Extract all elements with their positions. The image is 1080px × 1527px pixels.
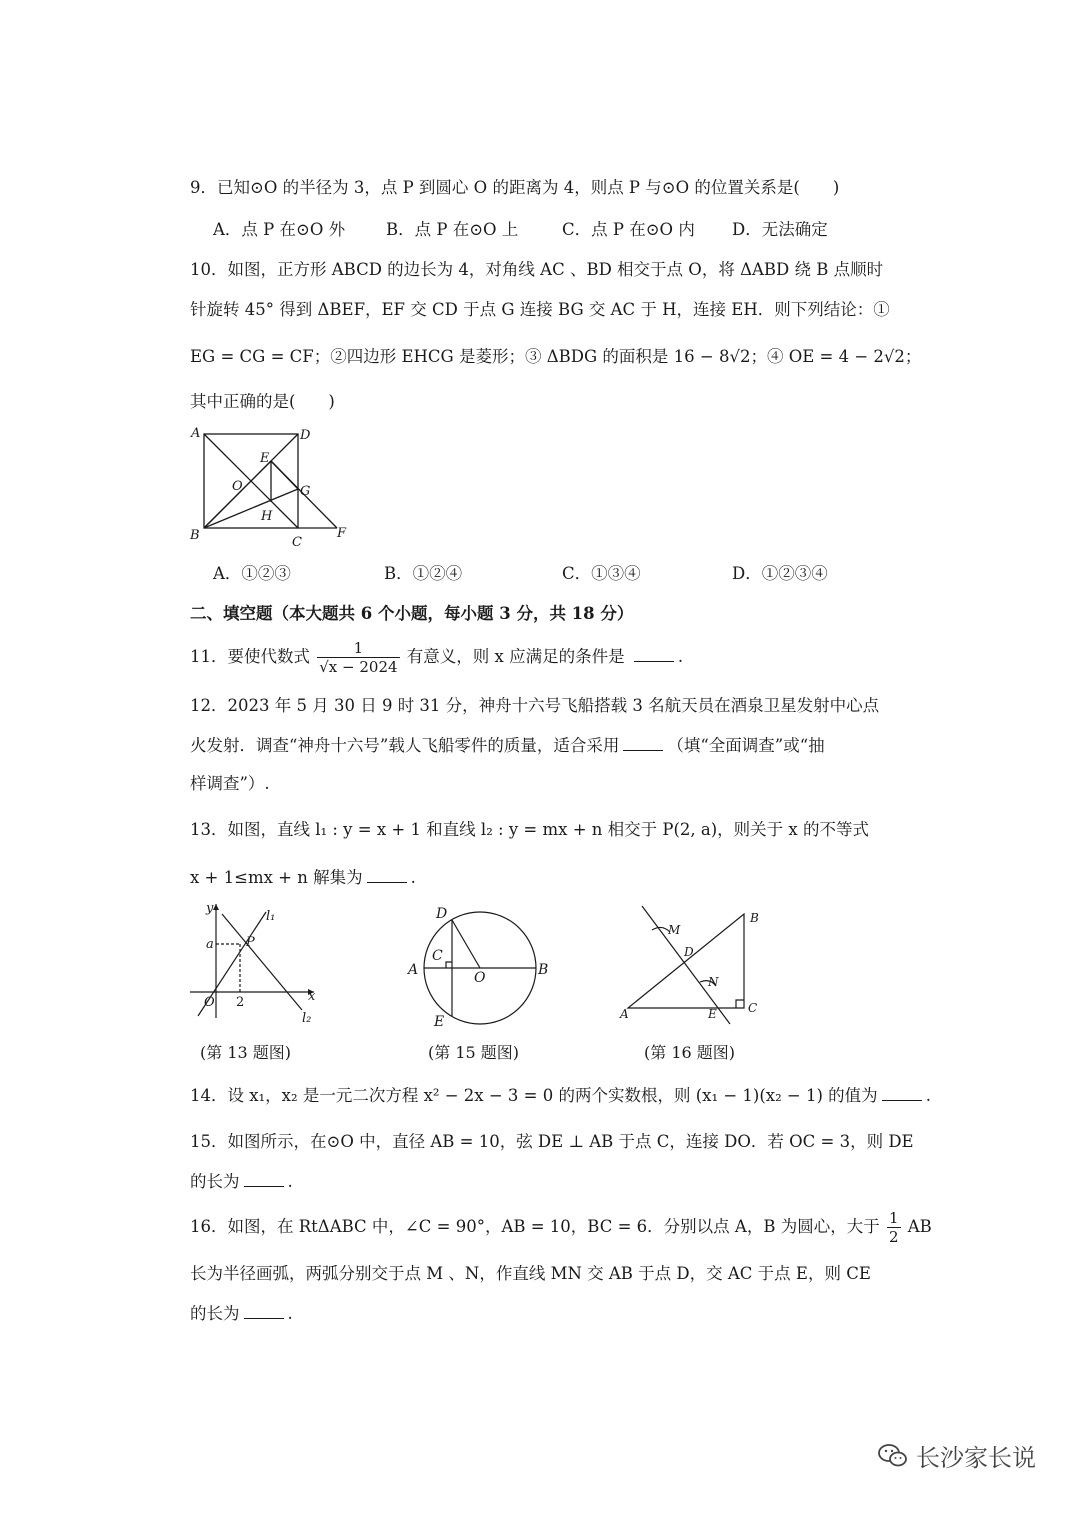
q13-line2b: . [410,868,416,887]
q13-line2a: x + 1≤mx + n 解集为 [190,868,363,887]
q11-end: . [677,647,684,666]
q14-end: . [925,1086,931,1105]
label-a: a [206,937,214,952]
q16-line3b: . [287,1304,293,1323]
fig16-caption: (第 16 题图) [644,1043,736,1062]
label-e: E [434,1014,445,1030]
label-2: 2 [236,995,245,1010]
q9-option-a: A．点 P 在⊙O 外 [213,220,346,239]
q16-line1 [190,1206,932,1248]
label-c: C [292,535,302,550]
label-o: O [474,970,486,986]
q16-frac-num: 1 [888,1209,899,1227]
q10-option-a: A．①②③ [213,564,291,583]
q9-option-c: C．点 P 在⊙O 内 [562,220,695,239]
figure-16 [612,900,772,1030]
label-o: O [232,479,243,494]
label-c: C [748,1001,758,1015]
label-e: E [708,1007,717,1021]
q10-option-b: B．①②④ [384,564,463,583]
label-m: M [668,923,681,937]
q12-line2a: 火发射．调查“神舟十六号”载人飞船零件的质量，适合采用 [190,736,620,755]
watermark [878,1438,1036,1473]
q10-option-d: D．①②③④ [732,564,828,583]
segment-eg [271,461,298,489]
label-d: D [300,428,311,443]
label-x: x [308,989,316,1004]
q11-blank[interactable] [634,645,674,662]
segment-do [452,920,480,968]
q16-line3a: 的长为 [190,1304,240,1323]
label-d: D [436,906,448,922]
line-mn [642,906,730,1024]
q16-fraction [887,1209,901,1246]
watermark-text: 长沙家长说 [916,1444,1036,1472]
label-a: A [191,426,201,441]
y-arrow [213,904,219,910]
right-angle-mark [446,962,452,968]
q10-option-c: C．①③④ [562,564,641,583]
q14-line [190,1084,931,1108]
q11-suffix: 有意义，则 x 应满足的条件是 [406,647,625,666]
q12-blank[interactable] [623,734,663,751]
label-l1: l₁ [266,909,276,924]
triangle-abc [628,914,744,1008]
q9-stem: 9．已知⊙O 的半径为 3，点 P 到圆心 O 的距离为 4，则点 P 与⊙O 的位置关系是( ) [190,178,840,197]
label-l2: l₂ [302,1011,312,1026]
label-g: G [300,484,311,499]
q11-prefix: 11．要使代数式 [190,647,310,666]
segment-bg [204,489,298,528]
q11-frac-num: 1 [317,639,399,658]
right-angle-c [736,1000,744,1008]
section2-title: 二、填空题（本大题共 6 个小题，每小题 3 分，共 18 分） [190,604,634,623]
label-c: C [432,948,443,964]
q14-blank[interactable] [882,1084,922,1101]
q10-line3: EG = CG = CF；②四边形 EHCG 是菱形；③ ΔBDG 的面积是 16 − 8√2；④ OE = 4 − 2√2； [190,347,922,366]
q12-line3: 样调查”）. [190,774,270,793]
q12-line2b: （填“全面调查”或“抽 [667,736,825,755]
q13-line1: 13．如图，直线 l₁ : y = x + 1 和直线 l₂ : y = mx + n 相交于 P(2, a)，则关于 x 的不等式 [190,820,869,839]
label-a: A [620,1007,629,1021]
q10-figure [186,422,356,552]
label-b: B [190,528,200,543]
label-y: y [206,901,214,916]
q10-line4: 其中正确的是( ) [190,392,335,411]
q15-line2 [190,1170,293,1194]
q16-blank[interactable] [244,1302,284,1319]
fig15-caption: (第 15 题图) [428,1043,520,1062]
q10-line2: 针旋转 45° 得到 ΔBEF，EF 交 CD 于点 G 连接 BG 交 AC 于 H，连接 EH．则下列结论：① [190,300,890,319]
label-f: F [337,526,347,541]
label-e: E [260,451,270,466]
q15-line2a: 的长为 [190,1172,240,1191]
label-p: P [246,935,255,950]
wechat-icon [878,1443,908,1469]
q16-line2: 长为半径画弧，两弧分别交于点 M 、N，作直线 MN 交 AB 于点 D，交 AC 于点 E，则 CE [190,1264,871,1283]
figure-13 [186,898,326,1028]
q15-line1: 15．如图所示，在⊙O 中，直径 AB = 10，弦 DE ⊥ AB 于点 C，连接 DO．若 OC = 3，则 DE [190,1132,914,1151]
q12-line2 [190,734,825,758]
label-d: D [684,945,694,959]
q11-frac-den: √x − 2024 [319,658,398,676]
q13-line2 [190,866,416,890]
q15-blank[interactable] [244,1170,284,1187]
label-o: O [204,995,215,1010]
q16-line1a: 16．如图，在 RtΔABC 中，∠C = 90°，AB = 10，BC = 6．分别以点 A，B 为圆心，大于 [190,1217,880,1236]
q16-line1b: AB [907,1217,932,1236]
q16-line3 [190,1302,293,1326]
q9-option-d: D．无法确定 [732,220,828,239]
figure-15 [402,900,562,1030]
q12-line1: 12．2023 年 5 月 30 日 9 时 31 分，神舟十六号飞船搭载 3 名航天员在酒泉卫星发射中心点 [190,696,880,715]
q11-fraction [317,639,399,676]
label-b: B [750,911,759,925]
label-h: H [261,509,273,524]
q10-line1: 10．如图，正方形 ABCD 的边长为 4，对角线 AC 、BD 相交于点 O，将 ΔABD 绕 B 点顺时 [190,260,884,279]
q15-line2b: . [287,1172,293,1191]
q9-option-b: B．点 P 在⊙O 上 [386,220,519,239]
q13-blank[interactable] [367,866,407,883]
q11-line [190,636,683,678]
q16-frac-den: 2 [888,1228,899,1246]
fig13-caption: (第 13 题图) [200,1043,292,1062]
label-n: N [708,975,719,989]
label-a: A [408,962,419,978]
label-b: B [538,962,549,978]
q14-text: 14．设 x₁，x₂ 是一元二次方程 x² − 2x − 3 = 0 的两个实数根，则 (x₁ − 1)(x₂ − 1) 的值为 [190,1086,878,1105]
